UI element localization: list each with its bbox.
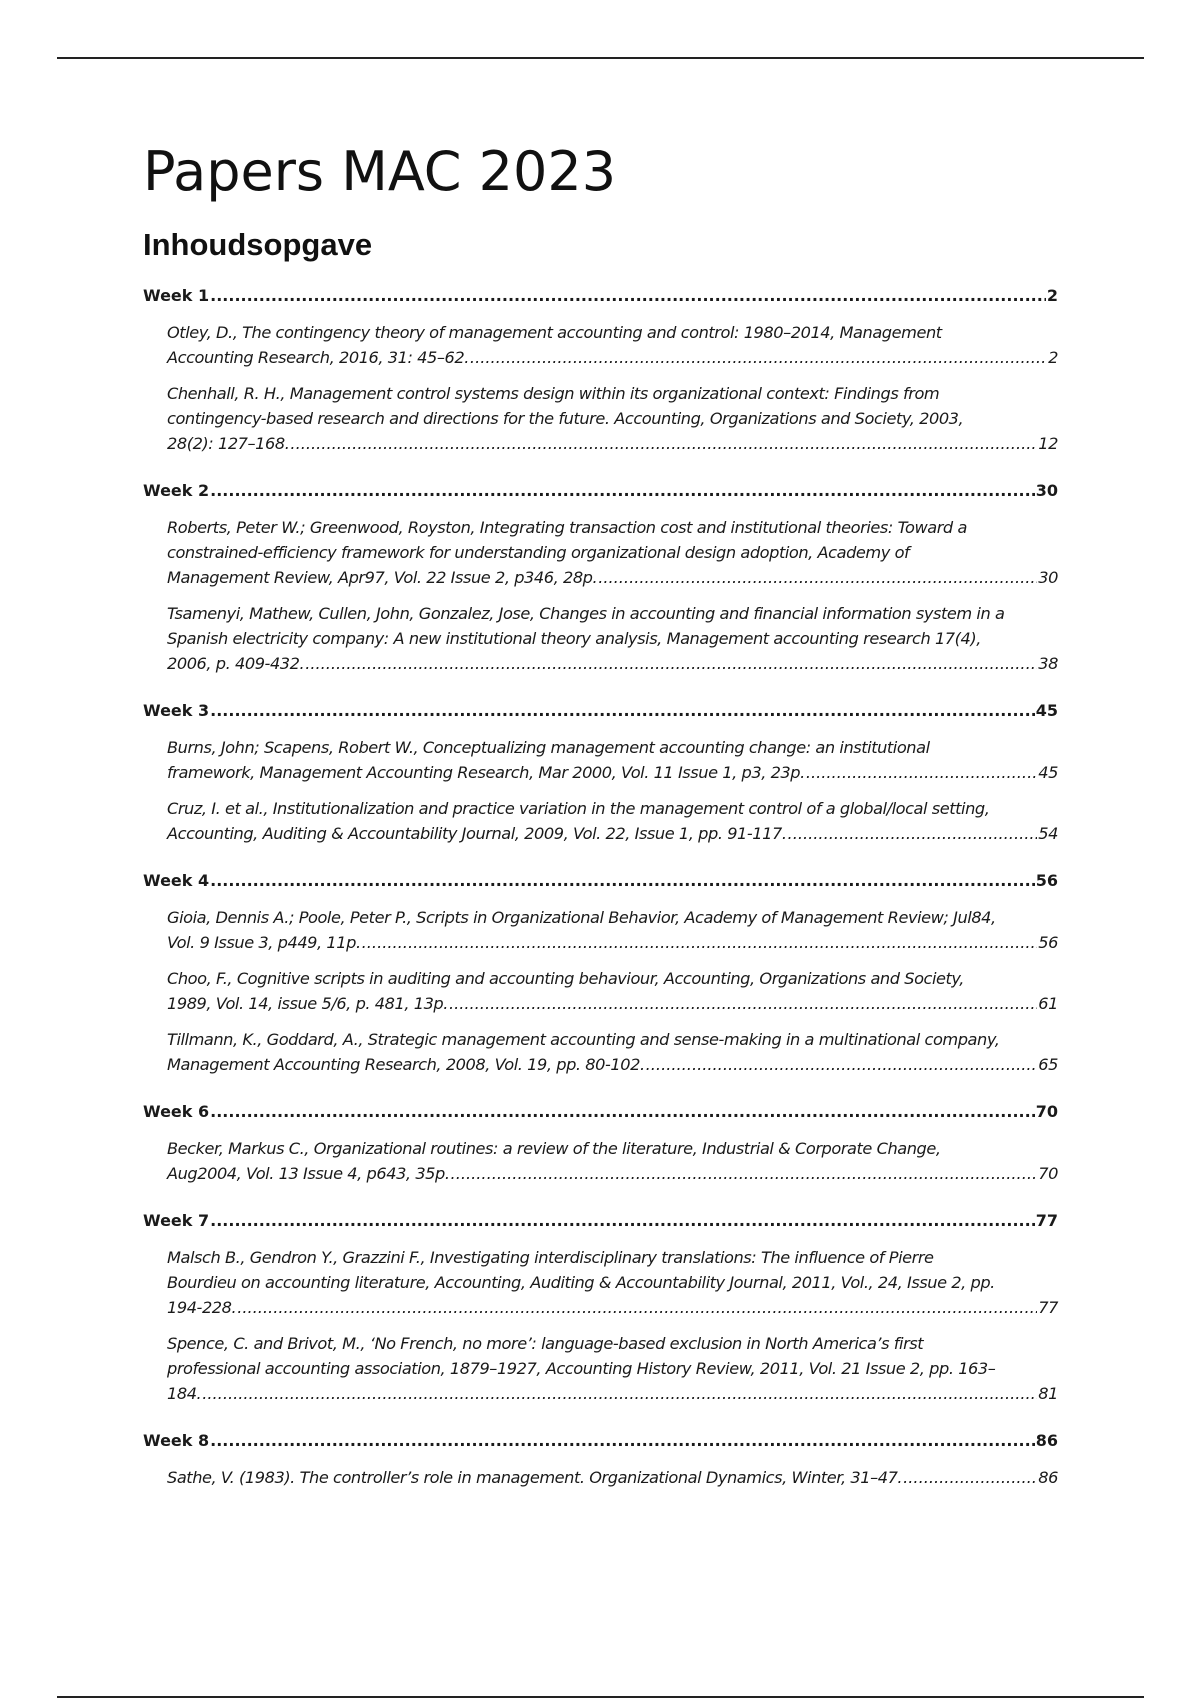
toc-week-label: Week 8 — [143, 1431, 210, 1450]
toc-week-section — [143, 1211, 1058, 1406]
toc-leader-dots — [210, 1102, 1035, 1122]
toc-entry-text-line: 184. — [167, 1384, 202, 1403]
toc-week-page-number: 56 — [1035, 871, 1058, 890]
toc-entry-link[interactable] — [167, 796, 1058, 846]
toc-entry-link[interactable] — [167, 1465, 1058, 1490]
toc-week-section — [143, 286, 1058, 456]
toc-week-section — [143, 871, 1058, 1077]
toc-entry-text-line: contingency-based research and directions for the future. Accounting, Organizations and Society, 2003, — [167, 409, 964, 428]
toc-entry-page-number: 30 — [1038, 568, 1058, 587]
footer-rule — [57, 1696, 1144, 1698]
toc-entry-page-number: 70 — [1038, 1164, 1058, 1183]
toc-entry-text-line: Roberts, Peter W.; Greenwood, Royston, Integrating transaction cost and institutional theories: Toward a — [167, 518, 967, 537]
toc-week-link[interactable] — [143, 286, 1058, 306]
toc-entry-list — [143, 320, 1058, 456]
toc-week-page-number: 2 — [1046, 286, 1058, 305]
toc-entry-text-line: Otley, D., The contingency theory of management accounting and control: 1980–2014, Management — [167, 323, 942, 342]
toc-entry-list — [143, 515, 1058, 676]
toc-entry-link[interactable] — [167, 1136, 1058, 1186]
toc-entry-text-line: Management Review, Apr97, Vol. 22 Issue 2, p346, 28p. — [167, 568, 598, 587]
toc-week-label: Week 4 — [143, 871, 210, 890]
toc-entry-final-line — [167, 1295, 1058, 1320]
toc-week-section — [143, 481, 1058, 676]
toc-week-link[interactable] — [143, 481, 1058, 501]
toc-entry-final-line — [167, 1052, 1058, 1077]
toc-week-link[interactable] — [143, 1211, 1058, 1231]
toc-entry-text-line: professional accounting association, 1879–1927, Accounting History Review, 2011, Vol. 21 Issue 2, pp. 163– — [167, 1359, 996, 1378]
toc-leader-dots — [210, 1211, 1035, 1231]
toc-entry-list — [143, 1465, 1058, 1490]
toc-week-label: Week 1 — [143, 286, 210, 305]
toc-leader-dots — [806, 760, 1037, 785]
toc-entry-page-number: 2 — [1048, 348, 1058, 367]
document-body — [143, 138, 1058, 1515]
toc-entry-text-line: Cruz, I. et al., Institutionalization and practice variation in the management control of a global/local setting, — [167, 799, 990, 818]
toc-entry-text-line: Becker, Markus C., Organizational routines: a review of the literature, Industrial & Corporate Change, — [167, 1139, 941, 1158]
toc-leader-dots — [210, 481, 1035, 501]
toc-entry-link[interactable] — [167, 320, 1058, 370]
toc-entry-list — [143, 1245, 1058, 1406]
toc-entry-page-number: 56 — [1038, 933, 1058, 952]
toc-leader-dots — [903, 1465, 1037, 1490]
toc-week-link[interactable] — [143, 1102, 1058, 1122]
toc-entry-text-line: Chenhall, R. H., Management control systems design within its organizational context: Findings from — [167, 384, 940, 403]
toc-week-label: Week 2 — [143, 481, 210, 500]
toc-entry-list — [143, 735, 1058, 846]
toc-entry-page-number: 12 — [1038, 434, 1058, 453]
toc-entry-list — [143, 905, 1058, 1077]
toc-entry-text-line: Aug2004, Vol. 13 Issue 4, p643, 35p. — [167, 1164, 450, 1183]
toc-leader-dots — [598, 565, 1037, 590]
toc-entry-text-line: 194-228. — [167, 1298, 237, 1317]
toc-entry-text-line: constrained-efficiency framework for understanding organizational design adoption, Academy of — [167, 543, 910, 562]
toc-week-page-number: 77 — [1035, 1211, 1058, 1230]
toc-week-section — [143, 701, 1058, 846]
toc-week-page-number: 45 — [1035, 701, 1058, 720]
toc-leader-dots — [646, 1052, 1038, 1077]
toc-entry-final-line — [167, 821, 1058, 846]
toc-entry-final-line — [167, 1161, 1058, 1186]
toc-week-page-number: 86 — [1035, 1431, 1058, 1450]
toc-entry-final-line — [167, 345, 1058, 370]
toc-leader-dots — [451, 1161, 1038, 1186]
toc-entry-link[interactable] — [167, 1027, 1058, 1077]
toc-entry-link[interactable] — [167, 515, 1058, 590]
toc-entry-page-number: 45 — [1038, 763, 1058, 782]
toc-entry-page-number: 61 — [1038, 994, 1058, 1013]
table-of-contents — [143, 286, 1058, 1490]
toc-entry-page-number: 38 — [1038, 654, 1058, 673]
toc-leader-dots — [210, 701, 1035, 721]
toc-entry-link[interactable] — [167, 1245, 1058, 1320]
toc-leader-dots — [210, 1431, 1035, 1451]
toc-entry-page-number: 54 — [1038, 824, 1058, 843]
toc-entry-text-line: Choo, F., Cognitive scripts in auditing and accounting behaviour, Accounting, Organizations and Society, — [167, 969, 965, 988]
toc-heading: Inhoudsopgave — [143, 227, 373, 262]
toc-entry-list — [143, 1136, 1058, 1186]
toc-leader-dots — [470, 345, 1047, 370]
toc-leader-dots — [202, 1381, 1037, 1406]
toc-entry-text-line: Tillmann, K., Goddard, A., Strategic management accounting and sense-making in a multinational company, — [167, 1030, 1000, 1049]
toc-week-link[interactable] — [143, 701, 1058, 721]
toc-leader-dots — [237, 1295, 1037, 1320]
toc-entry-link[interactable] — [167, 601, 1058, 676]
toc-entry-page-number: 81 — [1038, 1384, 1058, 1403]
toc-entry-link[interactable] — [167, 381, 1058, 456]
toc-entry-final-line — [167, 565, 1058, 590]
toc-week-label: Week 6 — [143, 1102, 210, 1121]
toc-entry-text-line: framework, Management Accounting Research, Mar 2000, Vol. 11 Issue 1, p3, 23p. — [167, 763, 805, 782]
toc-entry-final-line — [167, 930, 1058, 955]
toc-week-label: Week 7 — [143, 1211, 210, 1230]
toc-entry-text-line: 28(2): 127–168. — [167, 434, 290, 453]
toc-entry-text-line: Burns, John; Scapens, Robert W., Conceptualizing management accounting change: an institutional — [167, 738, 930, 757]
toc-week-page-number: 30 — [1035, 481, 1058, 500]
toc-entry-text-line: 2006, p. 409-432. — [167, 654, 305, 673]
toc-leader-dots — [788, 821, 1038, 846]
toc-leader-dots — [305, 651, 1037, 676]
toc-week-label: Week 3 — [143, 701, 210, 720]
header-rule — [57, 57, 1144, 59]
toc-entry-text-line: Spanish electricity company: A new institutional theory analysis, Management accounting research 17(4), — [167, 629, 981, 648]
toc-entry-final-line — [167, 1465, 1058, 1490]
toc-leader-dots — [210, 286, 1046, 306]
toc-leader-dots — [449, 991, 1037, 1016]
toc-week-link[interactable] — [143, 871, 1058, 891]
toc-leader-dots — [210, 871, 1035, 891]
toc-week-section — [143, 1102, 1058, 1186]
toc-entry-text-line: Sathe, V. (1983). The controller’s role in management. Organizational Dynamics, Winter, 31–47. — [167, 1468, 903, 1487]
toc-entry-text-line: Malsch B., Gendron Y., Grazzini F., Investigating interdisciplinary translations: The influence of Pierre — [167, 1248, 934, 1267]
toc-entry-text-line: Vol. 9 Issue 3, p449, 11p. — [167, 933, 361, 952]
toc-entry-text-line: Accounting, Auditing & Accountability Journal, 2009, Vol. 22, Issue 1, pp. 91-117. — [167, 824, 787, 843]
toc-entry-text-line: Gioia, Dennis A.; Poole, Peter P., Scripts in Organizational Behavior, Academy of Management Review; Jul84, — [167, 908, 996, 927]
toc-entry-final-line — [167, 431, 1058, 456]
document-title: Papers MAC 2023 — [143, 140, 617, 203]
toc-week-page-number: 70 — [1035, 1102, 1058, 1121]
toc-entry-page-number: 65 — [1038, 1055, 1058, 1074]
toc-entry-final-line — [167, 760, 1058, 785]
toc-entry-link[interactable] — [167, 905, 1058, 955]
toc-entry-final-line — [167, 651, 1058, 676]
toc-entry-text-line: Tsamenyi, Mathew, Cullen, John, Gonzalez, Jose, Changes in accounting and financial information system in a — [167, 604, 1005, 623]
toc-entry-final-line — [167, 1381, 1058, 1406]
toc-entry-final-line — [167, 991, 1058, 1016]
toc-entry-link[interactable] — [167, 735, 1058, 785]
toc-entry-text-line: Management Accounting Research, 2008, Vol. 19, pp. 80-102. — [167, 1055, 645, 1074]
toc-week-link[interactable] — [143, 1431, 1058, 1451]
toc-entry-text-line: Accounting Research, 2016, 31: 45–62. — [167, 348, 469, 367]
toc-leader-dots — [290, 431, 1037, 456]
toc-week-section — [143, 1431, 1058, 1490]
toc-leader-dots — [362, 930, 1038, 955]
toc-entry-link[interactable] — [167, 966, 1058, 1016]
toc-entry-text-line: Bourdieu on accounting literature, Accounting, Auditing & Accountability Journal, 2011, Vol., 24, Issue 2, pp. — [167, 1273, 995, 1292]
toc-entry-link[interactable] — [167, 1331, 1058, 1406]
toc-entry-text-line: 1989, Vol. 14, issue 5/6, p. 481, 13p. — [167, 994, 448, 1013]
toc-entry-page-number: 77 — [1038, 1298, 1058, 1317]
toc-entry-page-number: 86 — [1038, 1468, 1058, 1487]
toc-entry-text-line: Spence, C. and Brivot, M., ‘No French, no more’: language-based exclusion in North America’s first — [167, 1334, 924, 1353]
